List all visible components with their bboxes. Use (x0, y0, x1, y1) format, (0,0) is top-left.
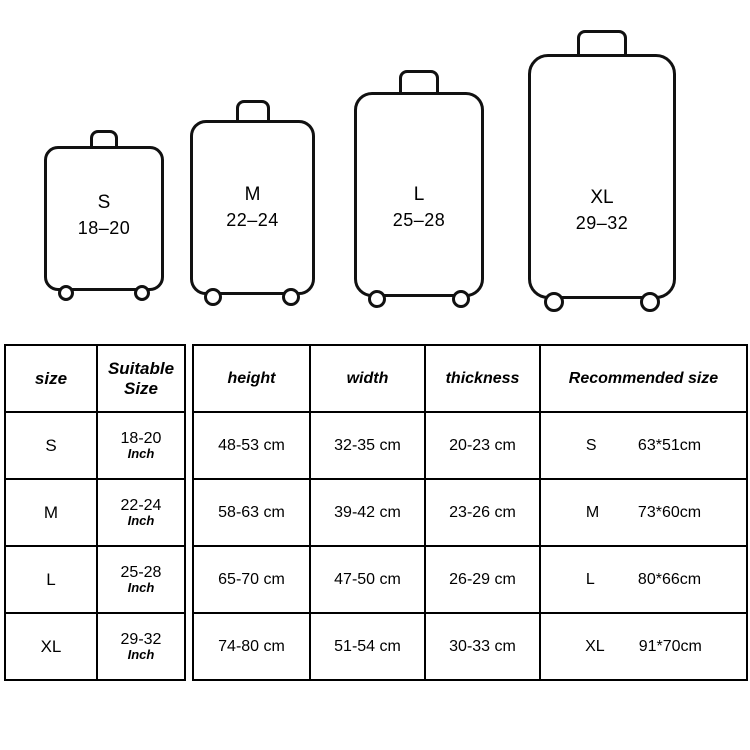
suitcase-xl-inch-label: 29–32 (575, 212, 629, 233)
luggage-illustration-group (0, 0, 750, 330)
column-header-recommended-size: Recommended size (540, 345, 747, 412)
cell-recommended-size: XL (585, 637, 605, 655)
cell-height: 65-70 cm (193, 546, 310, 613)
cell-suitable-m (97, 479, 185, 546)
column-header-suitable-line2: Size (123, 378, 159, 398)
suitcase-l-wheel-left (368, 290, 386, 308)
cell-height: 48-53 cm (193, 412, 310, 479)
column-header-thickness: thickness (425, 345, 540, 412)
suitable-size-table (4, 344, 186, 681)
cell-width: 39-42 cm (310, 479, 425, 546)
cell-size-s: S (5, 412, 97, 479)
suitcase-l-size-label: L (413, 184, 425, 205)
dimensions-table (192, 344, 748, 681)
cell-thickness: 30-33 cm (425, 613, 540, 680)
cell-recommended-size: M (585, 503, 600, 521)
table-row (193, 613, 747, 680)
cell-suitable-s (97, 412, 185, 479)
suitcase-xl-labels (528, 185, 676, 235)
cell-width: 47-50 cm (310, 546, 425, 613)
suitcase-xl-handle (577, 30, 627, 56)
cell-recommended-value: 80*66cm (637, 570, 702, 588)
suitcase-s-size-label: S (97, 192, 111, 213)
suitcase-m-inch-label: 22–24 (226, 209, 279, 230)
suitcase-xl-wheel-left (544, 292, 564, 312)
cell-recommended-value: 91*70cm (638, 637, 702, 655)
suitcase-xl-wheel-right (640, 292, 660, 312)
suitcase-l-inch-label: 25–28 (392, 209, 446, 230)
cell-suitable-value: 29-32 (120, 631, 162, 648)
table-row (193, 412, 747, 479)
suitcase-l-handle (399, 70, 439, 94)
suitcase-m-wheel-left (204, 288, 222, 306)
suitcase-s-inch-label: 18–20 (77, 217, 131, 238)
cell-thickness: 23-26 cm (425, 479, 540, 546)
suitcase-s-wheel-left (58, 285, 74, 301)
cell-suitable-l (97, 546, 185, 613)
cell-size-xl: XL (5, 613, 97, 680)
column-header-suitable-size (97, 345, 185, 412)
suitcase-l (354, 70, 484, 330)
cell-suitable-value: 25-28 (120, 564, 162, 581)
column-header-width: width (310, 345, 425, 412)
column-header-height: height (193, 345, 310, 412)
cell-recommended-size: S (585, 436, 597, 454)
suitcase-s (44, 130, 164, 330)
cell-recommended (540, 412, 747, 479)
cell-suitable-unit: Inch (127, 513, 155, 528)
table-row (193, 546, 747, 613)
cell-recommended (540, 546, 747, 613)
column-header-size: size (5, 345, 97, 412)
cell-size-l: L (5, 546, 97, 613)
table-row-header (5, 345, 185, 412)
table-row (193, 479, 747, 546)
suitcase-m-labels (190, 182, 315, 232)
cell-suitable-unit: Inch (127, 580, 155, 595)
cell-recommended (540, 479, 747, 546)
suitcase-l-labels (354, 182, 484, 232)
cell-height: 58-63 cm (193, 479, 310, 546)
table-row (5, 412, 185, 479)
table-row (5, 479, 185, 546)
table-row-header (193, 345, 747, 412)
suitcase-xl-body (528, 54, 676, 299)
cell-suitable-unit: Inch (127, 446, 155, 461)
suitcase-s-wheel-right (134, 285, 150, 301)
cell-suitable-unit: Inch (127, 647, 155, 662)
cell-width: 32-35 cm (310, 412, 425, 479)
cell-thickness: 20-23 cm (425, 412, 540, 479)
cell-thickness: 26-29 cm (425, 546, 540, 613)
cell-recommended-size: L (585, 570, 595, 588)
cell-recommended (540, 613, 747, 680)
suitcase-m-wheel-right (282, 288, 300, 306)
cell-suitable-value: 22-24 (120, 497, 162, 514)
suitcase-s-labels (44, 190, 164, 240)
table-row (5, 613, 185, 680)
cell-height: 74-80 cm (193, 613, 310, 680)
table-row (5, 546, 185, 613)
cell-width: 51-54 cm (310, 613, 425, 680)
suitcase-m-handle (236, 100, 270, 122)
cell-recommended-value: 73*60cm (637, 503, 702, 521)
cell-recommended-value: 63*51cm (637, 436, 702, 454)
cell-suitable-value: 18-20 (120, 430, 162, 447)
cell-suitable-xl (97, 613, 185, 680)
suitcase-m (190, 100, 315, 330)
column-header-suitable-line1: Suitable (107, 358, 175, 378)
suitcase-l-wheel-right (452, 290, 470, 308)
suitcase-xl-size-label: XL (590, 187, 614, 208)
suitcase-m-size-label: M (244, 184, 261, 205)
cell-size-m: M (5, 479, 97, 546)
suitcase-xl (528, 30, 676, 330)
